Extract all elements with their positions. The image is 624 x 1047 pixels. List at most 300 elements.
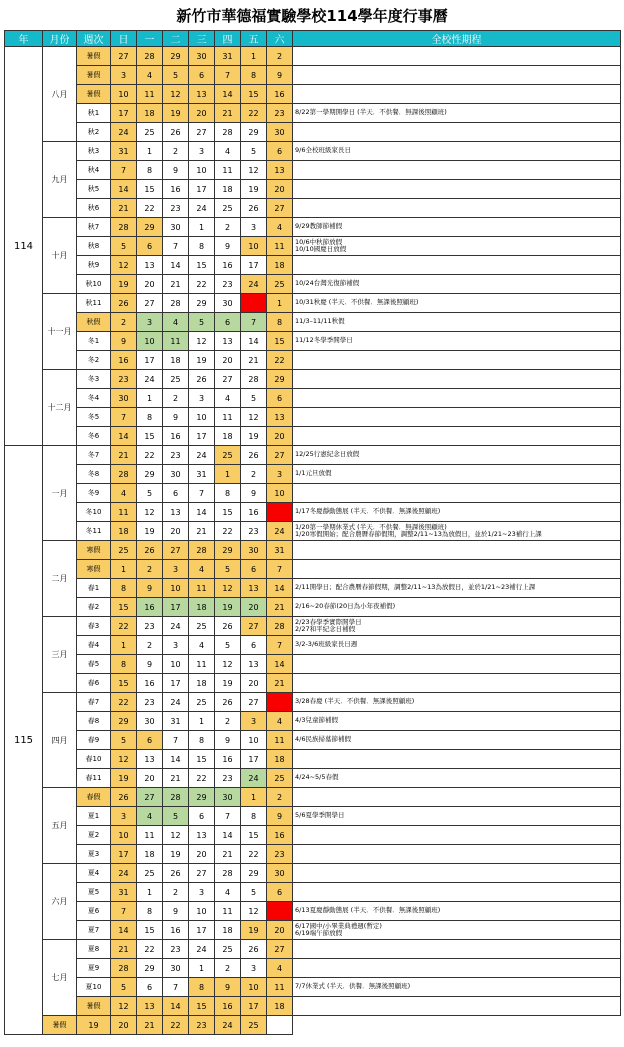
day-sun: 11 xyxy=(111,503,137,522)
event-cell: 5/6夏學季開學日 xyxy=(293,807,621,826)
day-thu: 21 xyxy=(215,845,241,864)
week-label: 暑假 xyxy=(77,85,111,104)
day-mon: 13 xyxy=(137,750,163,769)
day-sun: 21 xyxy=(111,940,137,959)
week-row xyxy=(5,636,621,655)
day-sat: 25 xyxy=(241,1016,267,1035)
week-row xyxy=(5,503,621,522)
week-label: 春2 xyxy=(77,598,111,617)
day-wed: 4 xyxy=(189,560,215,579)
day-thu: 4 xyxy=(215,389,241,408)
day-wed: 22 xyxy=(189,275,215,294)
day-mon: 6 xyxy=(137,978,163,997)
event-cell xyxy=(293,161,621,180)
week-row xyxy=(5,674,621,693)
day-thu: 23 xyxy=(215,769,241,788)
day-thu: 18 xyxy=(215,180,241,199)
day-sat: 13 xyxy=(267,161,293,180)
day-sat: 4 xyxy=(267,712,293,731)
day-mon: 8 xyxy=(137,161,163,180)
week-row xyxy=(5,427,621,446)
day-fri: 12 xyxy=(241,161,267,180)
week-label: 暑假 xyxy=(77,66,111,85)
event-cell: 1/20第一學期休業式 (半天．不供餐．無課後照顧班) 1/20寒假開始；配合農曆春節假期，調整2/11~13為放假日，並於1/21~23補行上課 xyxy=(293,522,621,541)
day-wed: 27 xyxy=(189,123,215,142)
week-row xyxy=(5,997,621,1016)
day-mon: 1 xyxy=(137,883,163,902)
event-cell xyxy=(293,883,621,902)
week-label: 春3 xyxy=(77,617,111,636)
header-events: 全校性期程 xyxy=(293,31,621,47)
week-label: 暑假 xyxy=(43,1016,77,1035)
day-sat: 16 xyxy=(267,85,293,104)
day-sat: 23 xyxy=(267,104,293,123)
day-tue: 17 xyxy=(163,598,189,617)
week-row xyxy=(5,465,621,484)
day-fri: 21 xyxy=(241,351,267,370)
day-tue: 19 xyxy=(163,845,189,864)
day-thu: 29 xyxy=(215,541,241,560)
week-label: 夏3 xyxy=(77,845,111,864)
day-sun: 1 xyxy=(111,636,137,655)
day-sat: 7 xyxy=(267,560,293,579)
year-cell: 115 xyxy=(5,446,43,1035)
month-cell: 四月 xyxy=(43,693,77,788)
day-wed: 11 xyxy=(189,655,215,674)
event-cell: 2/11開學日；配合農曆春節假期，調整2/11~13為放假日，並於1/21~23補行上課 xyxy=(293,579,621,598)
day-wed: 20 xyxy=(189,845,215,864)
day-mon: 30 xyxy=(137,712,163,731)
event-cell xyxy=(293,351,621,370)
day-sat: 8 xyxy=(267,313,293,332)
month-cell: 一月 xyxy=(43,446,77,541)
week-row xyxy=(5,370,621,389)
day-mon: 15 xyxy=(137,921,163,940)
day-mon: 16 xyxy=(137,674,163,693)
week-label: 夏8 xyxy=(77,940,111,959)
day-sat: 18 xyxy=(267,750,293,769)
day-fri: 1 xyxy=(241,47,267,66)
day-sun: 14 xyxy=(111,180,137,199)
day-mon: 27 xyxy=(137,788,163,807)
day-mon: 6 xyxy=(137,237,163,256)
event-cell xyxy=(293,389,621,408)
week-label: 夏9 xyxy=(77,959,111,978)
day-fri: 5 xyxy=(241,883,267,902)
event-cell: 4/3兒童節補假 xyxy=(293,712,621,731)
week-label: 春8 xyxy=(77,712,111,731)
day-sun: 1 xyxy=(111,560,137,579)
day-wed: 3 xyxy=(189,389,215,408)
week-row xyxy=(5,826,621,845)
day-tue: 26 xyxy=(163,864,189,883)
day-thu: 12 xyxy=(215,579,241,598)
day-sun: 29 xyxy=(111,712,137,731)
day-wed: 15 xyxy=(189,750,215,769)
day-mon: 29 xyxy=(137,218,163,237)
day-tue: 23 xyxy=(163,446,189,465)
day-sun: 28 xyxy=(111,959,137,978)
day-mon: 25 xyxy=(137,864,163,883)
day-wed: 27 xyxy=(189,864,215,883)
day-thu: 25 xyxy=(215,199,241,218)
event-cell: 12/25行憲紀念日放假 xyxy=(293,446,621,465)
month-cell: 二月 xyxy=(43,541,77,617)
day-sun: 17 xyxy=(111,104,137,123)
event-cell xyxy=(293,940,621,959)
day-thu: 31 xyxy=(215,47,241,66)
day-fri: 20 xyxy=(241,598,267,617)
event-cell: 1/17冬慶靜動態展 (半天．不供餐．無課後照顧班) xyxy=(293,503,621,522)
day-thu: 25 xyxy=(215,446,241,465)
week-label: 夏10 xyxy=(77,978,111,997)
day-tue: 11 xyxy=(163,332,189,351)
day-fri: 10 xyxy=(241,731,267,750)
week-label: 冬1 xyxy=(77,332,111,351)
week-row xyxy=(5,142,621,161)
day-fri: 3 xyxy=(241,218,267,237)
day-sat: 17 xyxy=(267,503,293,522)
day-wed: 22 xyxy=(163,1016,189,1035)
day-sat: 31 xyxy=(267,541,293,560)
week-label: 秋8 xyxy=(77,237,111,256)
month-cell: 九月 xyxy=(43,142,77,218)
day-tue: 7 xyxy=(163,237,189,256)
event-cell xyxy=(293,560,621,579)
day-wed: 18 xyxy=(189,598,215,617)
day-sun: 15 xyxy=(111,674,137,693)
day-thu: 2 xyxy=(215,712,241,731)
week-label: 秋1 xyxy=(77,104,111,123)
event-cell xyxy=(293,788,621,807)
event-cell xyxy=(293,199,621,218)
day-sat: 30 xyxy=(267,123,293,142)
day-wed: 15 xyxy=(189,997,215,1016)
week-row xyxy=(5,446,621,465)
day-fri: 20 xyxy=(241,674,267,693)
day-thu: 1 xyxy=(215,465,241,484)
week-label: 冬7 xyxy=(77,446,111,465)
day-thu: 14 xyxy=(215,826,241,845)
day-thu: 30 xyxy=(215,294,241,313)
day-thu: 4 xyxy=(215,142,241,161)
day-fri: 24 xyxy=(241,275,267,294)
event-cell: 7/7休業式 (半天．供餐．無課後照顧班) xyxy=(293,978,621,997)
week-row xyxy=(5,807,621,826)
day-sat: 13 xyxy=(267,902,293,921)
day-sat: 7 xyxy=(267,636,293,655)
event-cell xyxy=(293,826,621,845)
day-tue: 30 xyxy=(163,465,189,484)
day-mon: 29 xyxy=(137,959,163,978)
event-cell: 9/6全校班級家長日 xyxy=(293,142,621,161)
day-thu: 9 xyxy=(215,978,241,997)
day-mon: 16 xyxy=(137,598,163,617)
week-label: 冬5 xyxy=(77,408,111,427)
week-row xyxy=(5,617,621,636)
week-label: 秋10 xyxy=(77,275,111,294)
day-wed: 10 xyxy=(189,161,215,180)
month-cell: 七月 xyxy=(43,940,77,1016)
day-thu: 25 xyxy=(215,940,241,959)
day-fri: 7 xyxy=(241,313,267,332)
day-sun: 24 xyxy=(111,864,137,883)
day-fri: 26 xyxy=(241,199,267,218)
week-label: 秋6 xyxy=(77,199,111,218)
event-cell: 10/24台灣光復節補假 xyxy=(293,275,621,294)
day-mon: 2 xyxy=(137,636,163,655)
day-tue: 10 xyxy=(163,579,189,598)
week-label: 春10 xyxy=(77,750,111,769)
day-mon: 19 xyxy=(137,522,163,541)
day-sat: 14 xyxy=(267,579,293,598)
week-label: 秋4 xyxy=(77,161,111,180)
day-wed: 22 xyxy=(189,769,215,788)
header-sat: 六 xyxy=(267,31,293,47)
day-tue: 16 xyxy=(163,427,189,446)
day-thu: 23 xyxy=(189,1016,215,1035)
week-label: 秋7 xyxy=(77,218,111,237)
day-wed: 25 xyxy=(189,693,215,712)
day-thu: 11 xyxy=(215,408,241,427)
day-mon: 24 xyxy=(137,370,163,389)
day-sat: 6 xyxy=(267,883,293,902)
day-sat: 18 xyxy=(267,256,293,275)
day-fri: 2 xyxy=(241,465,267,484)
day-sun: 8 xyxy=(111,655,137,674)
year-cell: 114 xyxy=(5,47,43,446)
day-sun: 22 xyxy=(111,617,137,636)
day-fri: 12 xyxy=(241,902,267,921)
day-sun: 31 xyxy=(111,142,137,161)
month-cell: 十一月 xyxy=(43,294,77,370)
day-wed: 6 xyxy=(189,807,215,826)
week-row xyxy=(5,940,621,959)
day-fri: 24 xyxy=(241,769,267,788)
day-fri: 19 xyxy=(241,921,267,940)
day-mon: 17 xyxy=(137,351,163,370)
day-fri: 17 xyxy=(241,750,267,769)
week-label: 暑假 xyxy=(77,47,111,66)
day-sat: 20 xyxy=(267,921,293,940)
day-tue: 14 xyxy=(163,750,189,769)
day-thu: 18 xyxy=(215,427,241,446)
day-thu: 6 xyxy=(215,313,241,332)
day-tue: 13 xyxy=(163,503,189,522)
week-row xyxy=(5,85,621,104)
day-mon: 13 xyxy=(137,256,163,275)
day-fri: 29 xyxy=(241,123,267,142)
day-mon: 15 xyxy=(137,180,163,199)
header-year: 年 xyxy=(5,31,43,47)
event-cell: 11/12冬學季開學日 xyxy=(293,332,621,351)
day-sat: 25 xyxy=(267,769,293,788)
day-tue: 20 xyxy=(163,522,189,541)
day-fri: 27 xyxy=(241,617,267,636)
day-wed: 17 xyxy=(189,921,215,940)
day-tue: 26 xyxy=(163,123,189,142)
day-thu: 26 xyxy=(215,693,241,712)
day-sat: 6 xyxy=(267,142,293,161)
day-mon: 13 xyxy=(137,997,163,1016)
day-mon: 20 xyxy=(111,1016,137,1035)
event-cell: 6/13夏慶靜動態展 (半天．不供餐．無課後照顧班) xyxy=(293,902,621,921)
week-row xyxy=(5,180,621,199)
day-sat: 28 xyxy=(267,617,293,636)
day-sat: 11 xyxy=(267,237,293,256)
day-sun: 10 xyxy=(111,85,137,104)
day-wed: 30 xyxy=(189,47,215,66)
day-wed: 19 xyxy=(189,351,215,370)
day-thu: 12 xyxy=(215,655,241,674)
event-cell: 11/3–11/11秋假 xyxy=(293,313,621,332)
day-sun: 7 xyxy=(111,408,137,427)
header-tue: 二 xyxy=(163,31,189,47)
week-row xyxy=(5,693,621,712)
week-label: 春7 xyxy=(77,693,111,712)
day-sun: 19 xyxy=(111,769,137,788)
day-wed: 25 xyxy=(189,617,215,636)
event-cell xyxy=(293,123,621,142)
event-cell xyxy=(267,1016,293,1035)
day-mon: 25 xyxy=(137,123,163,142)
day-mon: 10 xyxy=(137,332,163,351)
event-cell: 4/6民族掃墓節補假 xyxy=(293,731,621,750)
week-row xyxy=(5,883,621,902)
event-cell xyxy=(293,370,621,389)
day-fri: 22 xyxy=(241,845,267,864)
week-row xyxy=(5,66,621,85)
day-sun: 21 xyxy=(111,199,137,218)
week-row xyxy=(5,788,621,807)
day-mon: 4 xyxy=(137,807,163,826)
week-row xyxy=(5,161,621,180)
day-sun: 10 xyxy=(111,826,137,845)
week-label: 秋假 xyxy=(77,313,111,332)
day-sat: 16 xyxy=(267,826,293,845)
day-sat: 9 xyxy=(267,66,293,85)
day-mon: 9 xyxy=(137,655,163,674)
day-wed: 12 xyxy=(189,332,215,351)
day-fri: 29 xyxy=(241,864,267,883)
event-cell xyxy=(293,66,621,85)
week-label: 冬6 xyxy=(77,427,111,446)
day-sat: 24 xyxy=(267,522,293,541)
day-fri: 27 xyxy=(241,693,267,712)
event-cell xyxy=(293,959,621,978)
week-row xyxy=(5,237,621,256)
day-thu: 2 xyxy=(215,218,241,237)
week-label: 冬4 xyxy=(77,389,111,408)
day-wed: 6 xyxy=(189,66,215,85)
header-month: 月份 xyxy=(43,31,77,47)
day-fri: 23 xyxy=(241,522,267,541)
week-label: 冬9 xyxy=(77,484,111,503)
day-mon: 8 xyxy=(137,408,163,427)
day-thu: 5 xyxy=(215,636,241,655)
day-fri: 24 xyxy=(215,1016,241,1035)
day-sun: 8 xyxy=(111,579,137,598)
day-mon: 18 xyxy=(137,104,163,123)
event-cell: 4/24~5/5春假 xyxy=(293,769,621,788)
day-sat: 11 xyxy=(267,731,293,750)
day-tue: 5 xyxy=(163,66,189,85)
day-wed: 7 xyxy=(189,484,215,503)
week-label: 冬10 xyxy=(77,503,111,522)
event-cell xyxy=(293,484,621,503)
week-row xyxy=(5,769,621,788)
day-tue: 9 xyxy=(163,408,189,427)
week-label: 春5 xyxy=(77,655,111,674)
day-sun: 4 xyxy=(111,484,137,503)
day-tue: 21 xyxy=(163,275,189,294)
day-sat: 11 xyxy=(267,978,293,997)
event-cell: 9/29教師節補假 xyxy=(293,218,621,237)
week-row xyxy=(5,541,621,560)
day-fri: 26 xyxy=(241,446,267,465)
day-mon: 9 xyxy=(137,579,163,598)
month-cell: 十二月 xyxy=(43,370,77,446)
week-label: 秋2 xyxy=(77,123,111,142)
day-sun: 12 xyxy=(111,997,137,1016)
day-tue: 17 xyxy=(163,674,189,693)
day-fri: 30 xyxy=(241,541,267,560)
week-row xyxy=(5,845,621,864)
week-label: 夏4 xyxy=(77,864,111,883)
day-tue: 3 xyxy=(163,636,189,655)
day-sun: 14 xyxy=(111,427,137,446)
day-thu: 11 xyxy=(215,161,241,180)
day-wed: 14 xyxy=(189,503,215,522)
month-cell: 五月 xyxy=(43,788,77,864)
day-wed: 20 xyxy=(189,104,215,123)
day-sat: 13 xyxy=(267,408,293,427)
day-mon: 1 xyxy=(137,389,163,408)
day-wed: 13 xyxy=(189,85,215,104)
day-sun: 3 xyxy=(111,807,137,826)
event-cell xyxy=(293,750,621,769)
week-row xyxy=(5,731,621,750)
day-sat: 27 xyxy=(267,446,293,465)
day-thu: 28 xyxy=(215,123,241,142)
day-thu: 4 xyxy=(215,883,241,902)
week-row xyxy=(5,959,621,978)
week-row xyxy=(5,978,621,997)
week-row xyxy=(5,47,621,66)
day-mon: 20 xyxy=(137,769,163,788)
day-wed: 8 xyxy=(189,731,215,750)
day-wed: 3 xyxy=(189,883,215,902)
event-cell: 1/1元旦放假 xyxy=(293,465,621,484)
day-mon: 1 xyxy=(137,142,163,161)
day-sat: 10 xyxy=(267,484,293,503)
event-cell xyxy=(293,997,621,1016)
week-row xyxy=(5,275,621,294)
day-tue: 23 xyxy=(163,940,189,959)
week-row xyxy=(5,256,621,275)
day-wed: 21 xyxy=(189,522,215,541)
day-mon: 23 xyxy=(137,693,163,712)
month-cell: 八月 xyxy=(43,47,77,142)
day-wed: 1 xyxy=(189,712,215,731)
day-sat: 27 xyxy=(267,199,293,218)
day-tue: 18 xyxy=(163,351,189,370)
week-label: 春假 xyxy=(77,788,111,807)
day-sun: 17 xyxy=(111,845,137,864)
day-tue: 2 xyxy=(163,142,189,161)
week-label: 秋3 xyxy=(77,142,111,161)
week-row xyxy=(5,712,621,731)
